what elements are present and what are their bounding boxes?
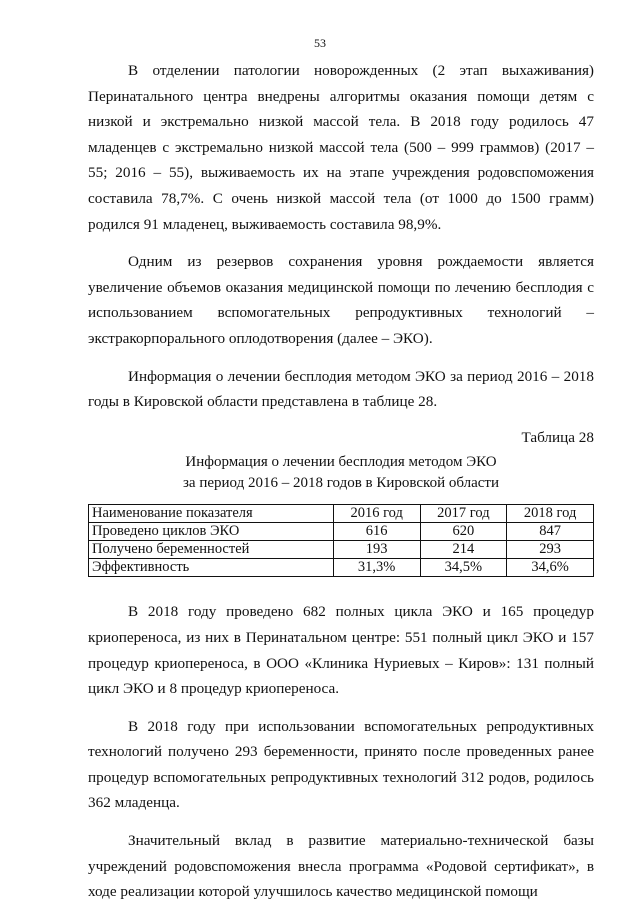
table-row: [89, 541, 594, 559]
cell-2018: 293: [507, 541, 594, 559]
document-body: [88, 58, 594, 905]
table-row: [89, 559, 594, 577]
row-label: Получено беременностей: [89, 541, 334, 559]
cell-2017: 214: [420, 541, 507, 559]
table-title: [88, 452, 594, 494]
paragraph-birth-certificate: Значительный вклад в развитие материально-технической базы учреждений родовспоможения внесла программа «Родовой сертификат», в ходе реализации которой улучшилось качество медицинской помощи: [88, 832, 594, 901]
row-label: Эффективность: [89, 559, 334, 577]
paragraph-ivf-cycles: В 2018 году проведено 682 полных цикла ЭКО и 165 процедур криопереноса, из них в Перинатальном центре: 551 полный цикл ЭКО и 157 процедур криопереноса, в ООО «Клиника Нуриевых – Киров»: 131 полный цикл ЭКО и 8 процедур криопереноса.: [88, 603, 594, 698]
paragraph-pregnancies: В 2018 году при использовании вспомогательных репродуктивных технологий получено 293 беременности, принято после проведенных ранее процедур вспомогательных репродуктивных технологий 312 родов, родилось 362 младенца.: [88, 717, 594, 812]
header-2018: 2018 год: [507, 505, 594, 523]
header-indicator: Наименование показателя: [89, 505, 334, 523]
table-title-line-1: Информация о лечении бесплодия методом ЭКО: [185, 454, 497, 471]
cell-2016: 193: [333, 541, 420, 559]
table-title-line-2: за период 2016 – 2018 годов в Кировской области: [182, 475, 500, 492]
ivf-table: [88, 504, 594, 577]
cell-2016: 616: [333, 523, 420, 541]
cell-2017: 34,5%: [420, 559, 507, 577]
cell-2018: 34,6%: [507, 559, 594, 577]
header-2017: 2017 год: [420, 505, 507, 523]
cell-2017: 620: [420, 523, 507, 541]
page-number: 53: [314, 36, 326, 50]
table-row: [89, 523, 594, 541]
paragraph-birth-rate-reserves: Одним из резервов сохранения уровня рождаемости является увеличение объемов оказания медицинской помощи по лечению бесплодия с использованием вспомогательных репродуктивных технологий – экстракорпорального оплодотворения (далее – ЭКО).: [88, 253, 594, 347]
cell-2016: 31,3%: [333, 559, 420, 577]
paragraph-table-intro: Информация о лечении бесплодия методом ЭКО за период 2016 – 2018 годы в Кировской области представлена в таблице 28.: [88, 367, 594, 411]
paragraph-newborn-pathology: В отделении патологии новорожденных (2 этап выхаживания) Перинатального центра внедрены алгоритмы оказания помощи детям с низкой и экстремально низкой массой тела. В 2018 году родилось 47 младенцев с экстремально низкой массой тела (500 – 999 граммов) (2017 – 55; 2016 – 55), выживаемость их на этапе учреждения родовспоможения составила 78,7%. С очень низкой массой тела (от 1000 до 1500 грамм) родился 91 младенец, выживаемость составила 98,9%.: [88, 62, 594, 233]
row-label: Проведено циклов ЭКО: [89, 523, 334, 541]
header-2016: 2016 год: [333, 505, 420, 523]
table-header-row: [89, 505, 594, 523]
table-label: Таблица 28: [521, 428, 594, 446]
cell-2018: 847: [507, 523, 594, 541]
